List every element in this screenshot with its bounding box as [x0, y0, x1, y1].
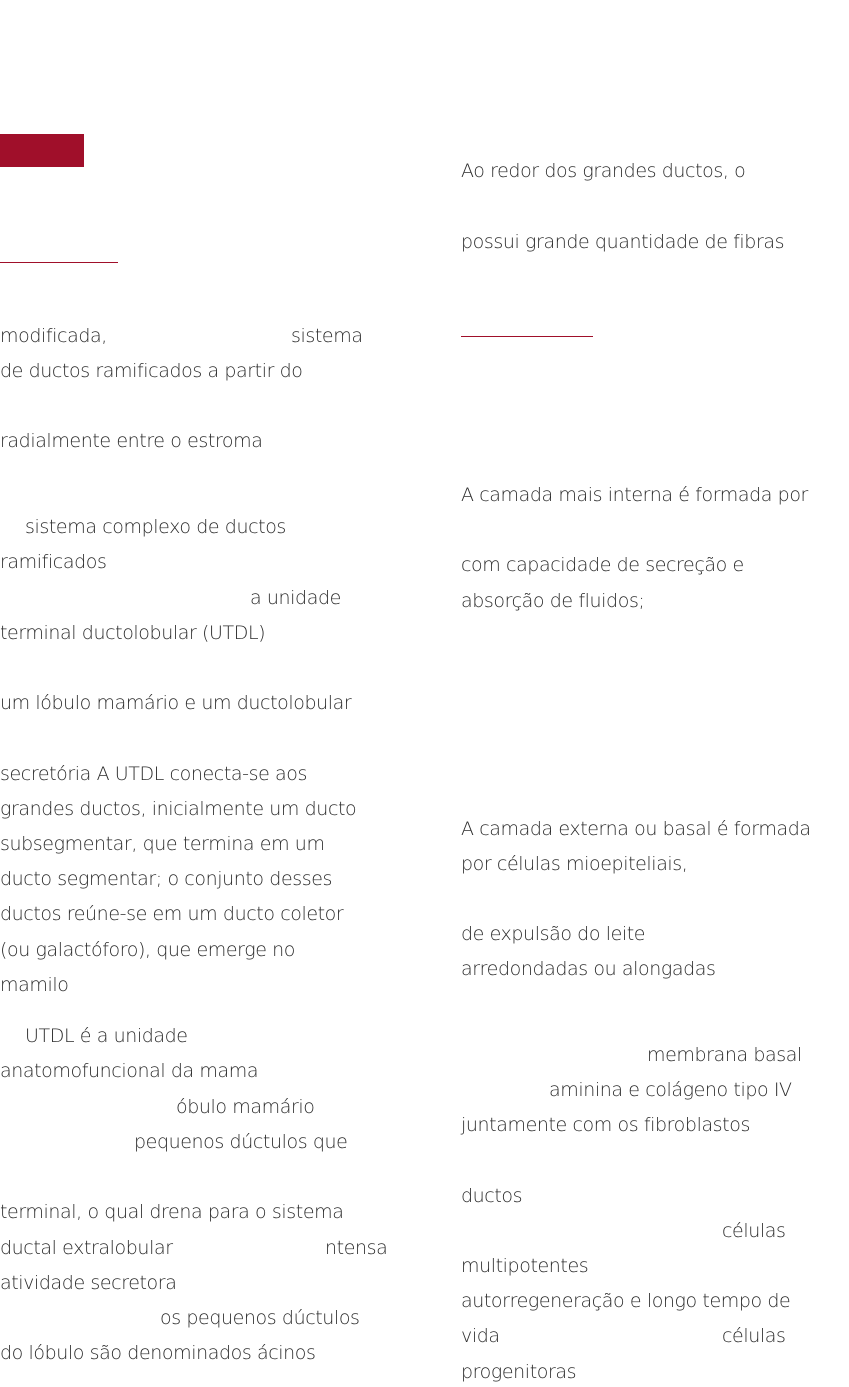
- right-line: multipotentes: [461, 1255, 589, 1277]
- left-line: pequenos dúctulos que: [134, 1131, 348, 1153]
- right-line: com capacidade de secreção e: [461, 554, 744, 576]
- left-line: modificada,: [0, 325, 107, 347]
- left-line: ducto segmentar; o conjunto desses: [0, 868, 333, 890]
- left-line: óbulo mamário: [176, 1096, 315, 1118]
- left-line: de ductos ramificados a partir do: [0, 360, 303, 382]
- left-line: ductos reúne-se em um ducto coletor: [0, 903, 344, 925]
- left-line: secretória A UTDL conecta-se aos: [0, 763, 307, 785]
- right-line: A camada mais interna é formada por: [461, 484, 808, 506]
- left-line: ramificados: [0, 551, 107, 573]
- right-line: por células mioepiteliais,: [461, 853, 688, 875]
- right-line: células: [722, 1325, 786, 1347]
- right-line: autorregeneração e longo tempo de: [461, 1290, 791, 1312]
- right-line: arredondadas ou alongadas: [461, 958, 716, 980]
- right-line: de expulsão do leite: [461, 923, 646, 945]
- right-line: absorção de fluidos;: [461, 590, 645, 612]
- right-line: membrana basal: [647, 1044, 802, 1066]
- left-line: (ou galactóforo), que emerge no: [0, 939, 296, 961]
- left-line: mamilo: [0, 974, 69, 996]
- left-line: os pequenos dúctulos: [160, 1307, 360, 1329]
- left-line: atividade secretora: [0, 1272, 177, 1294]
- right-line: células: [722, 1220, 786, 1242]
- left-line: terminal, o qual drena para o sistema: [0, 1201, 344, 1223]
- left-line: anatomofuncional da mama: [0, 1060, 259, 1082]
- right-line: ductos: [461, 1185, 523, 1207]
- left-line: radialmente entre o estroma: [0, 430, 263, 452]
- right-line: aminina e colágeno tipo IV: [549, 1079, 792, 1101]
- left-line: do lóbulo são denominados ácinos: [0, 1342, 316, 1364]
- left-line: um lóbulo mamário e um ductolobular: [0, 692, 352, 714]
- right-divider: [461, 336, 593, 337]
- left-line: sistema complexo de ductos: [25, 516, 286, 538]
- left-line: ntensa: [325, 1237, 388, 1259]
- right-line: possui grande quantidade de fibras: [461, 231, 785, 253]
- right-line: A camada externa ou basal é formada: [461, 818, 811, 840]
- accent-block: [0, 134, 84, 167]
- left-line: subsegmentar, que termina em um: [0, 833, 325, 855]
- left-line: terminal ductolobular (UTDL): [0, 622, 266, 644]
- right-line: vida: [461, 1325, 500, 1347]
- left-line: grandes ductos, inicialmente um ducto: [0, 798, 357, 820]
- left-divider: [0, 262, 118, 263]
- left-line: sistema: [291, 325, 363, 347]
- right-line: Ao redor dos grandes ductos, o: [461, 160, 746, 182]
- left-line: a unidade: [250, 587, 341, 609]
- left-line: ductal extralobular: [0, 1237, 173, 1259]
- left-line: UTDL é a unidade: [25, 1025, 188, 1047]
- right-line: progenitoras: [461, 1361, 577, 1383]
- right-line: juntamente com os fibroblastos: [461, 1114, 750, 1136]
